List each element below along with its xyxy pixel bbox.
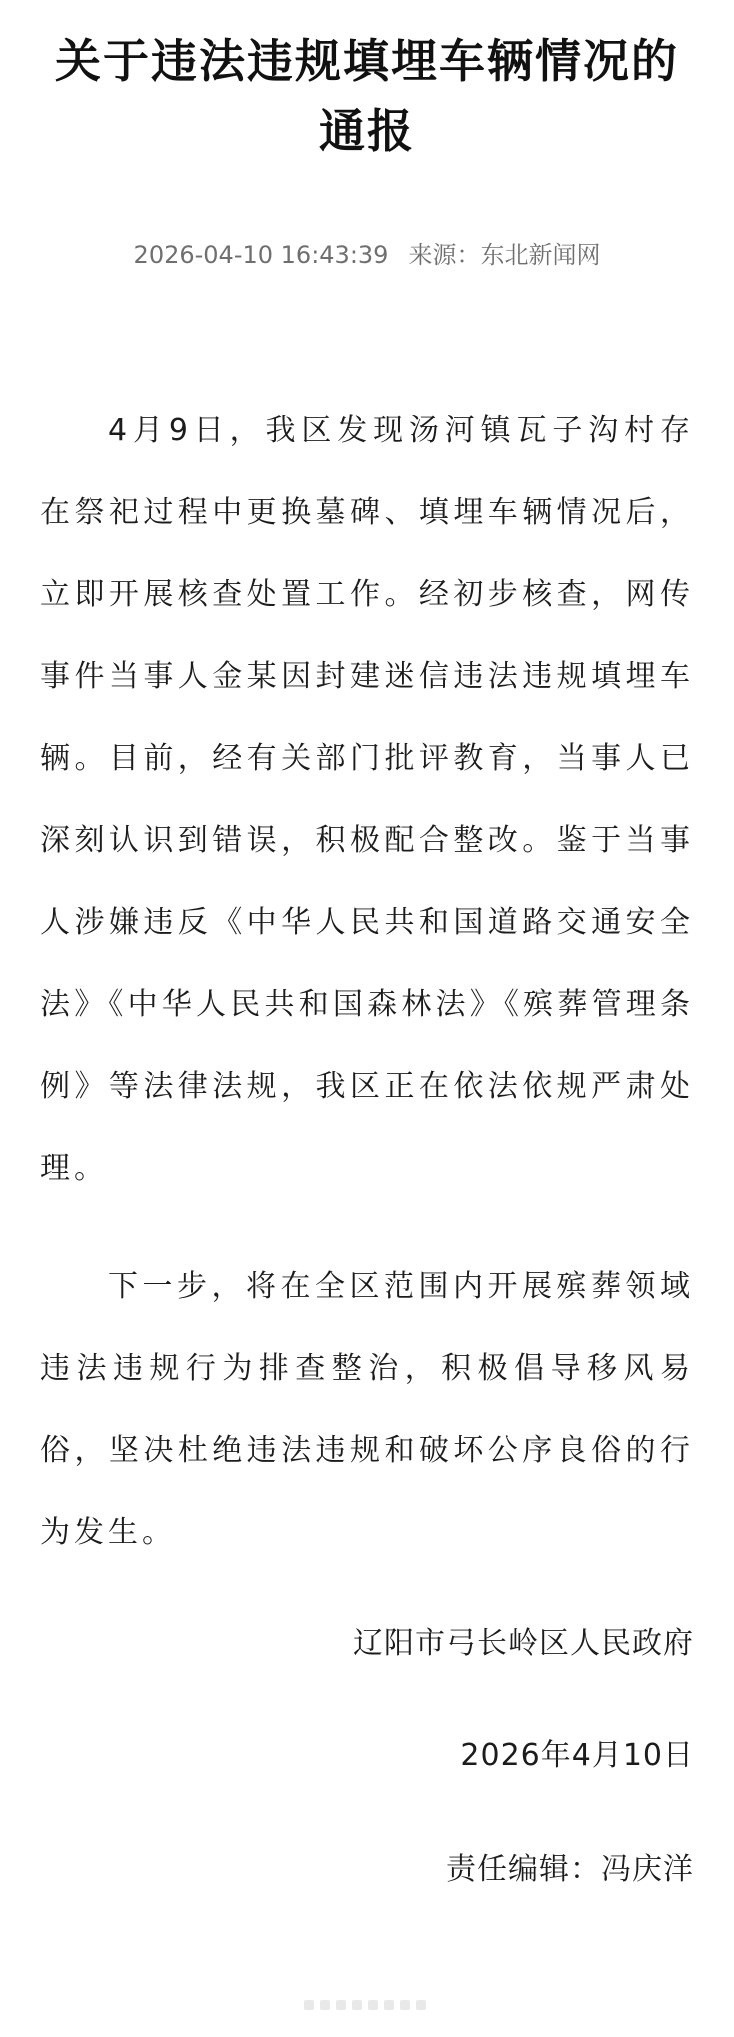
- issue-date: 2026年4月10日: [460, 1738, 694, 1773]
- article-paragraph: 4月9日，我区发现汤河镇瓦子沟村存在祭祀过程中更换墓碑、填埋车辆情况后，立即开展核查处置工作。经初步核查，网传事件当事人金某因封建迷信违法违规填埋车辆。目前，经有关部门批评教育，当事人已深刻认识到错误，积极配合整改。鉴于当事人涉嫌违反《中华人民共和国道路交通安全法》《中华人民共和国森林法》《殡葬管理条例》等法律法规，我区正在依法依规严肃处理。: [40, 413, 694, 1186]
- article-paragraph: 下一步，将在全区范围内开展殡葬领域违法违规行为排查整治，积极倡导移风易俗，坚决杜绝违法违规和破坏公序良俗的行为发生。: [40, 1269, 694, 1550]
- article-meta: [0, 238, 734, 272]
- issuer-signature: 辽阳市弓长岭区人民政府: [353, 1626, 694, 1661]
- source-label: 来源：: [408, 241, 481, 269]
- article-title: 关于违法违规填埋车辆情况的通报: [55, 34, 679, 158]
- watermark-logo: [302, 1990, 432, 2020]
- source-name: 东北新闻网: [480, 241, 601, 269]
- publish-datetime: 2026-04-10 16:43:39: [133, 241, 389, 269]
- responsible-editor: 责任编辑：冯庆洋: [446, 1852, 694, 1887]
